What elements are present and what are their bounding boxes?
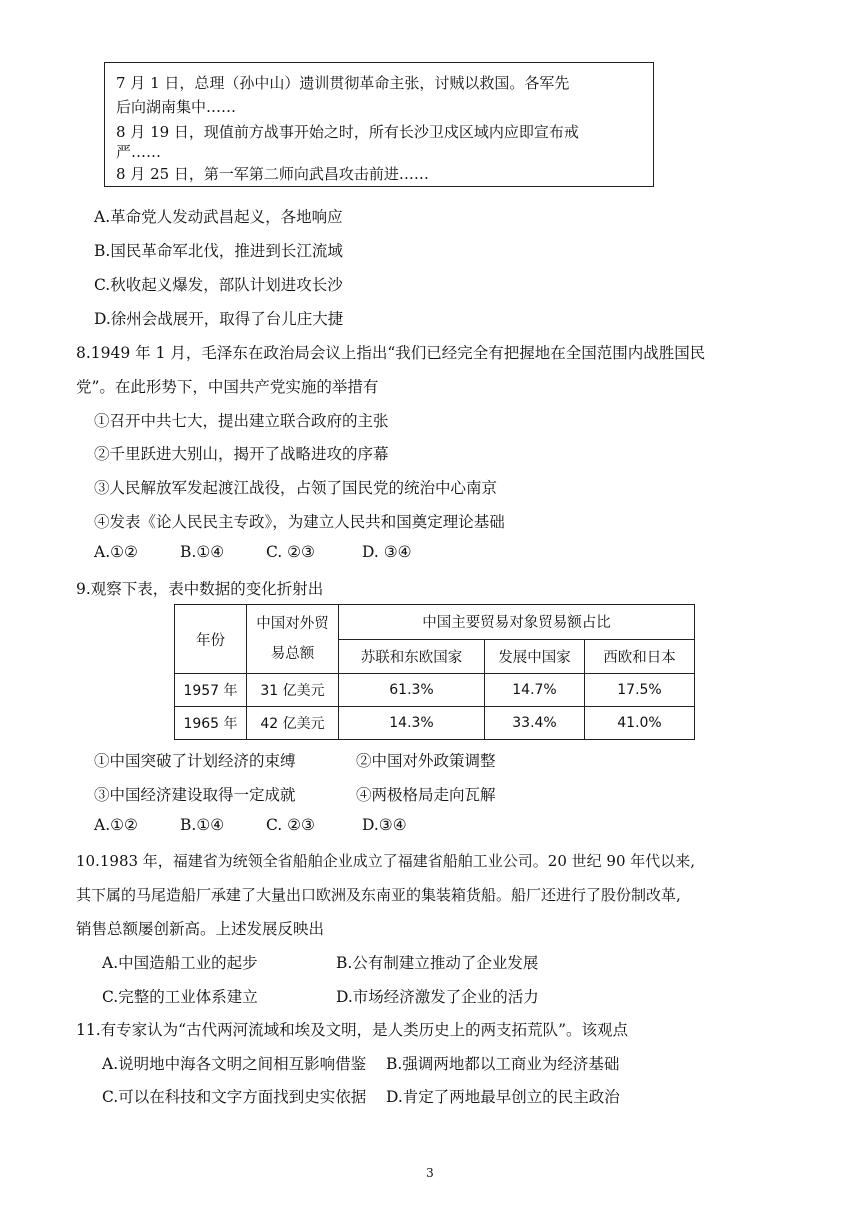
q7-option-a: A.革命党人发动武昌起义，各地响应 [94, 208, 343, 226]
table-row [175, 674, 695, 707]
table-row [175, 707, 695, 740]
cell-value: 41.0% [585, 707, 695, 740]
cell-value: 17.5% [585, 674, 695, 707]
q10-stem: 销售总额屡创新高。上述发展反映出 [76, 920, 325, 938]
q8-option-c: C. ②③ [266, 543, 315, 561]
q9-option-c: C. ②③ [266, 816, 315, 834]
q11-option-d: D.肯定了两地最早创立的民主政治 [386, 1088, 620, 1106]
q8-option-d: D. ③④ [362, 543, 412, 561]
q10-stem: 10.1983 年，福建省为统领全省船舶企业成立了福建省船舶工业公司。20 世纪 90 年代以来, [76, 852, 696, 870]
q9-stem: 9.观察下表，表中数据的变化折射出 [76, 580, 324, 598]
q9-item: ①中国突破了计划经济的束缚 [94, 752, 296, 770]
q10-stem: 其下属的马尾造船厂承建了大量出口欧洲及东南亚的集装箱货船。船厂还进行了股份制改革, [76, 886, 681, 904]
q8-item: ③人民解放军发起渡江战役，占领了国民党的统治中心南京 [94, 479, 498, 497]
quote-line: 后向湖南集中…… [116, 98, 237, 116]
cell-total: 31 亿美元 [247, 674, 339, 707]
subheader-west: 西欧和日本 [585, 639, 695, 674]
quote-line: 7 月 1 日，总理（孙中山）遗训贯彻革命主张，讨贼以救国。各军先 [116, 74, 570, 92]
cell-year: 1965 年 [175, 707, 247, 740]
q9-item: ③中国经济建设取得一定成就 [94, 786, 296, 804]
quote-line: 8 月 19 日，现值前方战事开始之时，所有长沙卫戍区域内应即宣布戒 [116, 123, 579, 141]
q11-stem: 11.有专家认为“古代两河流域和埃及文明，是人类历史上的两支拓荒队”。该观点 [76, 1021, 629, 1039]
q8-option-b: B.①④ [180, 543, 225, 561]
q11-option-c: C.可以在科技和文字方面找到史实依据 [102, 1088, 367, 1106]
header-total-line2: 易总额 [270, 646, 315, 662]
q9-item: ④两极格局走向瓦解 [356, 786, 496, 804]
header-total-line1: 中国对外贸 [256, 616, 329, 632]
cell-value: 14.3% [339, 707, 485, 740]
cell-total: 42 亿美元 [247, 707, 339, 740]
q10-option-a: A.中国造船工业的起步 [102, 954, 258, 972]
q7-option-d: D.徐州会战展开，取得了台儿庄大捷 [94, 310, 344, 328]
cell-value: 61.3% [339, 674, 485, 707]
q8-item: ②千里跃进大别山，揭开了战略进攻的序幕 [94, 445, 389, 463]
q10-option-b: B.公有制建立推动了企业发展 [336, 954, 539, 972]
q8-stem: 党”。在此形势下，中国共产党实施的举措有 [76, 378, 379, 396]
subheader-developing: 发展中国家 [485, 639, 585, 674]
q8-item: ④发表《论人民民主专政》，为建立人民共和国奠定理论基础 [94, 513, 505, 531]
trade-table [174, 604, 695, 740]
quote-line: 8 月 25 日，第一军第二师向武昌攻击前进…… [116, 165, 429, 183]
header-total [247, 605, 339, 674]
q8-stem: 8.1949 年 1 月，毛泽东在政治局会议上指出“我们已经完全有把握地在全国范围内战胜国民 [76, 344, 706, 362]
q7-option-c: C.秋收起义爆发，部队计划进攻长沙 [94, 276, 343, 294]
cell-value: 14.7% [485, 674, 585, 707]
header-year: 年份 [175, 605, 247, 674]
q9-option-d: D.③④ [362, 816, 407, 834]
q10-option-c: C.完整的工业体系建立 [102, 988, 258, 1006]
quote-line: 严…… [116, 143, 162, 161]
cell-year: 1957 年 [175, 674, 247, 707]
subheader-ussr: 苏联和东欧国家 [339, 639, 485, 674]
q9-option-b: B.①④ [180, 816, 225, 834]
page-number: 3 [426, 1166, 434, 1180]
q9-item: ②中国对外政策调整 [356, 752, 496, 770]
q11-option-b: B.强调两地都以工商业为经济基础 [386, 1055, 620, 1073]
header-group: 中国主要贸易对象贸易额占比 [339, 605, 695, 640]
q11-option-a: A.说明地中海各文明之间相互影响借鉴 [102, 1055, 367, 1073]
q10-option-d: D.市场经济激发了企业的活力 [336, 988, 539, 1006]
q8-item: ①召开中共七大，提出建立联合政府的主张 [94, 412, 389, 430]
q8-option-a: A.①② [94, 543, 138, 561]
q9-option-a: A.①② [94, 816, 138, 834]
q7-option-b: B.国民革命军北伐，推进到长江流域 [94, 242, 343, 260]
cell-value: 33.4% [485, 707, 585, 740]
